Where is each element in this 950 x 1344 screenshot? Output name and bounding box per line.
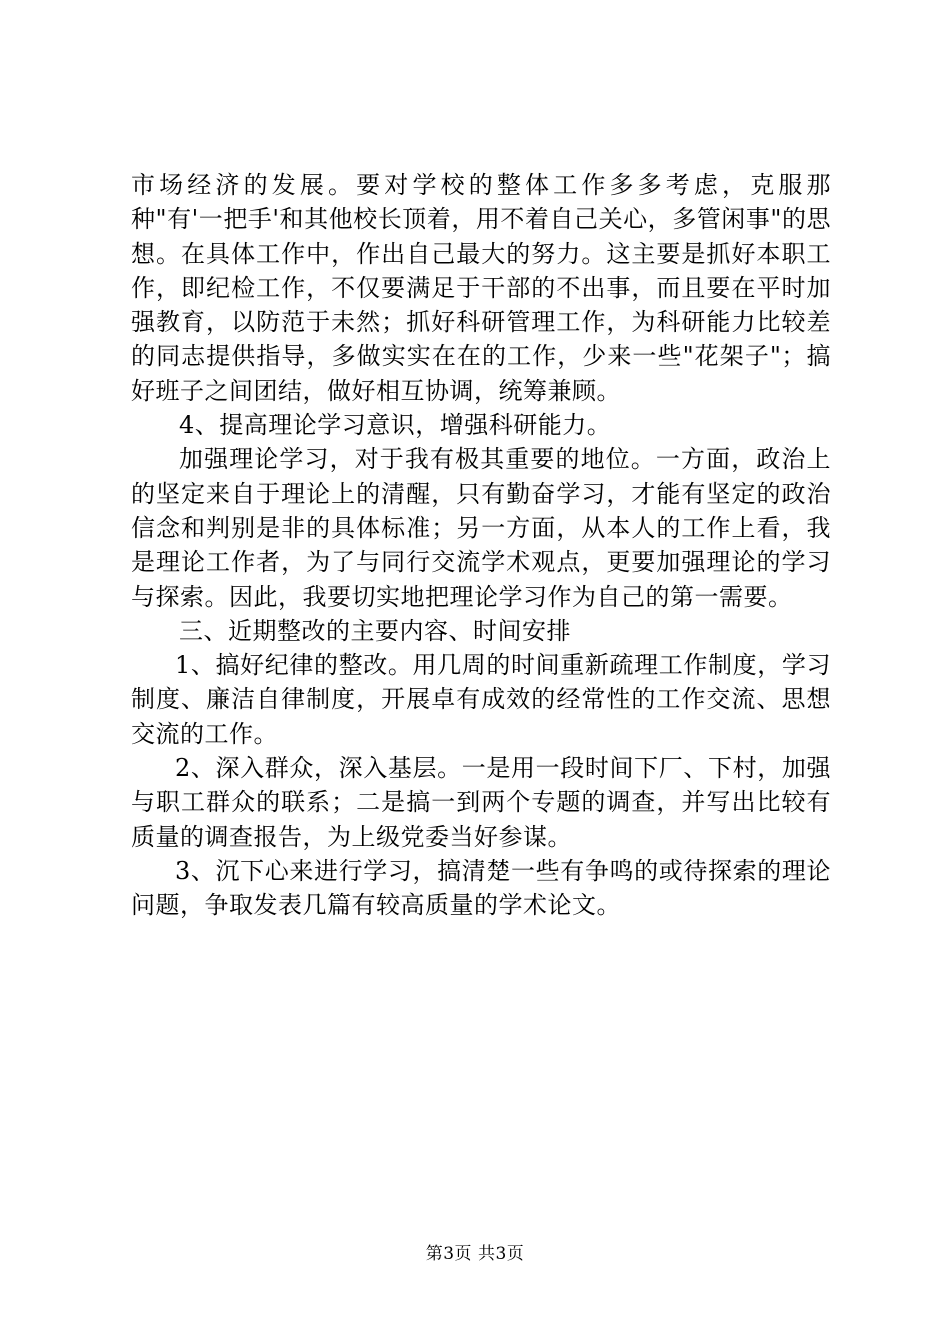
paragraph-continuation: 市场经济的发展。要对学校的整体工作多多考虑，克服那种"有'一把手'和其他校长顶着，用不着自己关心，多管闲事"的思想。在具体工作中，作出自己最大的努力。这主要是抓好本职工作，即纪检工作，不仅要满足于干部的不出事，而且要在平时加强教育，以防范于未然；抓好科研管理工作，为科研能力比较差的同志提供指导，多做实实在在的工作，少来一些"花架子"；搞好班子之间团结，做好相互协调，统筹兼顾。 xyxy=(131,171,831,405)
paragraph-item-3: 3、沉下心来进行学习，搞清楚一些有争鸣的或待探索的理论问题，争取发表几篇有较高质量的学术论文。 xyxy=(131,856,831,920)
document-body xyxy=(131,168,831,923)
page-number-footer: 第3页 共3页 xyxy=(425,1244,525,1264)
paragraph-item-1: 1、搞好纪律的整改。用几周的时间重新疏理工作制度，学习制度、廉洁自律制度，开展卓有成效的经常性的工作交流、思想交流的工作。 xyxy=(131,651,831,748)
paragraph-heading-4: 4、提高理论学习意识，增强科研能力。 xyxy=(179,411,612,440)
paragraph-theory-study: 加强理论学习，对于我有极其重要的地位。一方面，政治上的坚定来自于理论上的清醒，只有勤奋学习，才能有坚定的政治信念和判别是非的具体标准；另一方面，从本人的工作上看，我是理论工作者，为了与同行交流学术观点，更要加强理论的学习与探索。因此，我要切实地把理论学习作为自己的第一需要。 xyxy=(131,445,831,611)
paragraph-item-2: 2、深入群众，深入基层。一是用一段时间下厂、下村，加强与职工群众的联系；二是搞一到两个专题的调查，并写出比较有质量的调查报告，为上级党委当好参谋。 xyxy=(131,754,831,851)
section-heading-3: 三、近期整改的主要内容、时间安排 xyxy=(179,616,571,645)
